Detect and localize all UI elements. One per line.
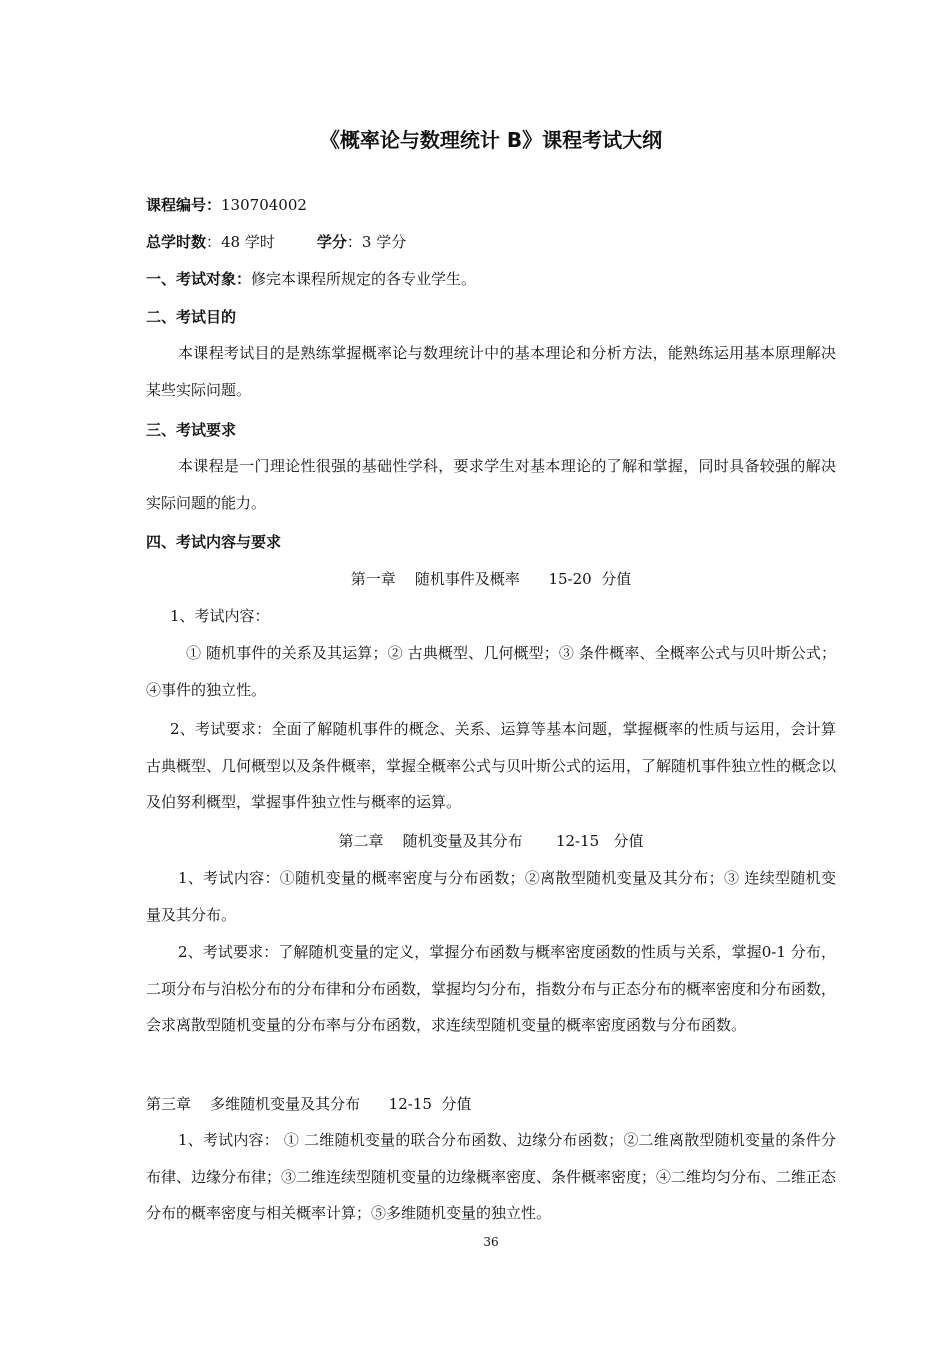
chapter-2-title: 第二章 随机变量及其分布 12-15 分值	[338, 832, 644, 850]
credits-value: ：3 学分	[346, 233, 407, 251]
section-2-heading: 二、考试目的	[146, 308, 237, 326]
document-title: 《概率论与数理统计 B》课程考试大纲	[319, 128, 663, 152]
hours-label: 总学时数	[146, 233, 207, 251]
chapter-1-content: ① 随机事件的关系及其运算；② 古典概型、几何概型；③ 条件概率、全概率公式与贝叶斯公式；④事件的独立性。	[146, 644, 836, 699]
page-number: 36	[483, 1235, 499, 1249]
chapter-1-requirements: 2、考试要求：全面了解随机事件的概念、关系、运算等基本问题，掌握概率的性质与运用，会计算古典概型、几何概型以及条件概率，掌握全概率公式与贝叶斯公式的运用，了解随机事件独立性的概念以及伯努利概型，掌握事件独立性与概率的运算。	[146, 720, 837, 811]
section-1-text: 修完本课程所规定的各专业学生。	[251, 270, 477, 288]
section-1	[146, 268, 836, 290]
credits-label: 学分	[316, 233, 347, 251]
section-2-paragraph: 本课程考试目的是熟练掌握概率论与数理统计中的基本理论和分析方法，能熟练运用基本原理解决某些实际问题。	[146, 344, 836, 399]
chapter-2-content: 1、考试内容：①随机变量的概率密度与分布函数；②离散型随机变量及其分布；③ 连续型随机变量及其分布。	[146, 869, 836, 924]
section-4-heading: 四、考试内容与要求	[146, 533, 282, 551]
hours-value: ：48 学时	[206, 233, 275, 251]
course-code-label: 课程编号：	[146, 196, 222, 214]
chapter-2-requirements: 2、考试要求：了解随机变量的定义，掌握分布函数与概率密度函数的性质与关系，掌握0-1 分布，二项分布与泊松分布的分布律和分布函数，掌握均匀分布，指数分布与正态分布的概率密度和分布函数，会求离散型随机变量的分布率与分布函数，求连续型随机变量的概率密度函数与分布函数。	[146, 943, 837, 1034]
chapter-1-title: 第一章 随机事件及概率 15-20 分值	[350, 570, 632, 588]
section-3-heading: 三、考试要求	[146, 421, 237, 439]
section-3-paragraph: 本课程是一门理论性很强的基础性学科，要求学生对基本理论的了解和掌握，同时具备较强的解决实际问题的能力。	[146, 457, 836, 512]
course-code-value: 130704002	[221, 196, 307, 214]
section-1-heading: 一、考试对象：	[146, 270, 252, 288]
hours-credits-line	[146, 231, 836, 253]
chapter-3-content: 1、考试内容： ① 二维随机变量的联合分布函数、边缘分布函数；②二维离散型随机变量的条件分布律、边缘分布律；③二维连续型随机变量的边缘概率密度、条件概率密度；④二维均匀分布、二维正态分布的概率密度与相关概率计算；⑤多维随机变量的独立性。	[146, 1131, 837, 1222]
chapter-1-content-label: 1、考试内容：	[170, 607, 270, 625]
chapter-3-title: 第三章 多维随机变量及其分布 12-15 分值	[146, 1095, 472, 1113]
course-code-line	[146, 194, 836, 216]
